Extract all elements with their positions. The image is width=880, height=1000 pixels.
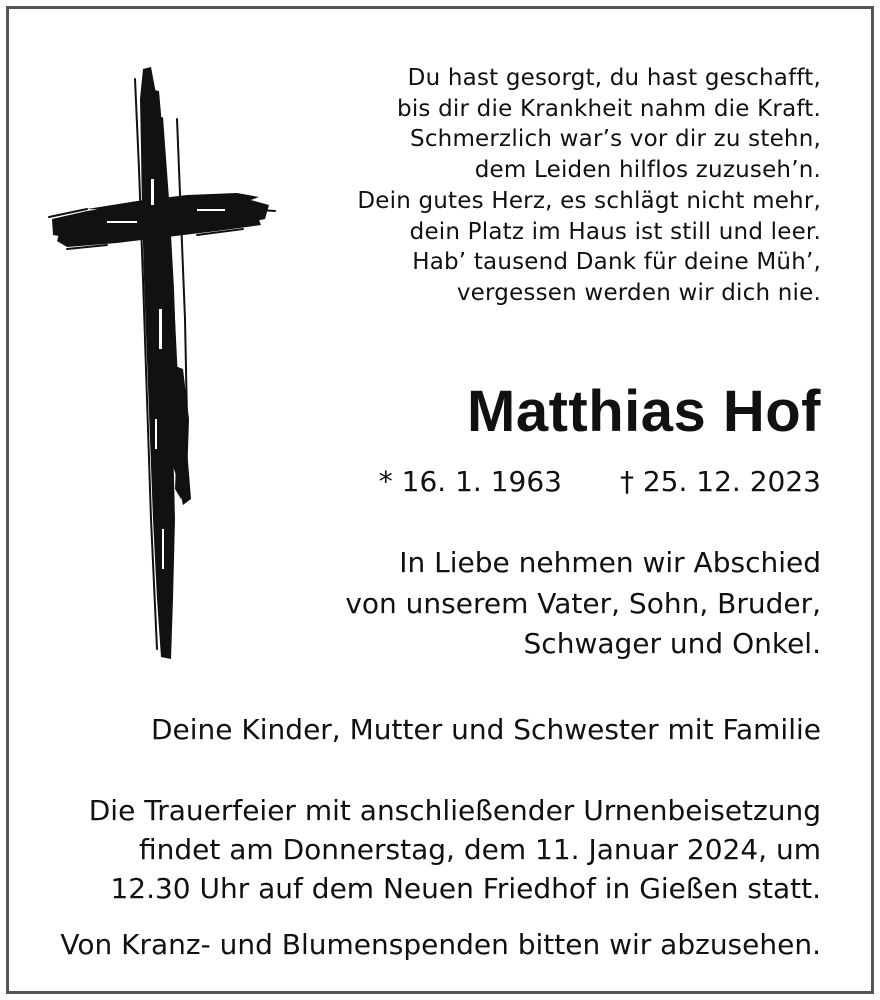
poem [357, 63, 821, 309]
poem-line: Schmerzlich war’s vor dir zu stehn, [410, 126, 821, 153]
birth-date: * 16. 1. 1963 [378, 465, 562, 498]
poem-line: dein Platz im Haus ist still und leer. [409, 218, 821, 245]
service-line: findet am Donnerstag, dem 11. Januar 2024, um [139, 833, 821, 866]
farewell-line: Schwager und Onkel. [523, 627, 821, 660]
poem-line: bis dir die Krankheit nahm die Kraft. [397, 95, 821, 122]
family-signature: Deine Kinder, Mutter und Schwester mit Familie [150, 713, 821, 746]
funeral-service-info [89, 791, 821, 908]
service-line: 12.30 Uhr auf dem Neuen Friedhof in Gießen statt. [110, 872, 821, 905]
poem-line: dem Leiden hilflos zuzuseh’n. [474, 157, 821, 184]
deceased-name: Matthias Hof [467, 379, 821, 444]
farewell-line: von unserem Vater, Sohn, Bruder, [345, 586, 821, 620]
service-line: Die Trauerfeier mit anschließender Urnenbeisetzung [88, 794, 821, 827]
farewell-line: In Liebe nehmen wir Abschied [399, 546, 821, 579]
poem-line: vergessen werden wir dich nie. [456, 279, 821, 306]
poem-line: Hab’ tausend Dank für deine Müh’, [412, 249, 821, 276]
life-dates [379, 464, 821, 500]
poem-line: Du hast gesorgt, du hast geschafft, [407, 65, 821, 91]
death-date: † 25. 12. 2023 [619, 465, 821, 498]
poem-line: Dein gutes Herz, es schlägt nicht mehr, [357, 187, 821, 214]
obituary-card [6, 6, 874, 994]
donation-note: Von Kranz- und Blumenspenden bitten wir abzusehen. [60, 928, 821, 961]
farewell-text [345, 543, 821, 665]
cross-icon [47, 59, 277, 669]
